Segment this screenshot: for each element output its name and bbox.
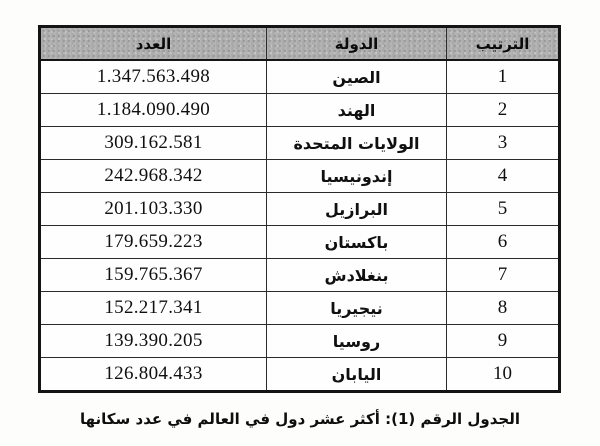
number-cell: 1.347.563.498	[40, 60, 267, 94]
country-cell: باكستان	[267, 226, 447, 259]
number-cell: 159.765.367	[40, 259, 267, 292]
table-row	[40, 292, 560, 325]
country-cell: الولايات المتحدة	[267, 127, 447, 160]
table-row	[40, 358, 560, 392]
rank-cell: 6	[447, 226, 560, 259]
number-cell: 242.968.342	[40, 160, 267, 193]
rank-cell: 8	[447, 292, 560, 325]
country-cell: الصين	[267, 60, 447, 94]
number-cell: 201.103.330	[40, 193, 267, 226]
population-table	[38, 25, 561, 393]
rank-cell: 5	[447, 193, 560, 226]
header-rank: الترتيب	[447, 27, 560, 61]
country-cell: إندونيسيا	[267, 160, 447, 193]
table-caption: الجدول الرقم (1): أكثر عشر دول في العالم في عدد سكانها	[80, 410, 520, 428]
table-row	[40, 94, 560, 127]
table-row	[40, 127, 560, 160]
rank-cell: 10	[447, 358, 560, 392]
country-cell: البرازيل	[267, 193, 447, 226]
country-cell: اليابان	[267, 358, 447, 392]
country-cell: روسيا	[267, 325, 447, 358]
table-row	[40, 193, 560, 226]
table-header-row	[40, 27, 560, 61]
country-cell: بنغلادش	[267, 259, 447, 292]
number-cell: 126.804.433	[40, 358, 267, 392]
number-cell: 139.390.205	[40, 325, 267, 358]
number-cell: 1.184.090.490	[40, 94, 267, 127]
number-cell: 179.659.223	[40, 226, 267, 259]
country-cell: الهند	[267, 94, 447, 127]
table-row	[40, 60, 560, 94]
table-row	[40, 325, 560, 358]
number-cell: 309.162.581	[40, 127, 267, 160]
table-row	[40, 259, 560, 292]
rank-cell: 1	[447, 60, 560, 94]
number-cell: 152.217.341	[40, 292, 267, 325]
table-row	[40, 160, 560, 193]
rank-cell: 9	[447, 325, 560, 358]
rank-cell: 2	[447, 94, 560, 127]
header-number: العدد	[40, 27, 267, 61]
rank-cell: 7	[447, 259, 560, 292]
rank-cell: 4	[447, 160, 560, 193]
country-cell: نيجيريا	[267, 292, 447, 325]
rank-cell: 3	[447, 127, 560, 160]
header-country: الدولة	[267, 27, 447, 61]
table-row	[40, 226, 560, 259]
